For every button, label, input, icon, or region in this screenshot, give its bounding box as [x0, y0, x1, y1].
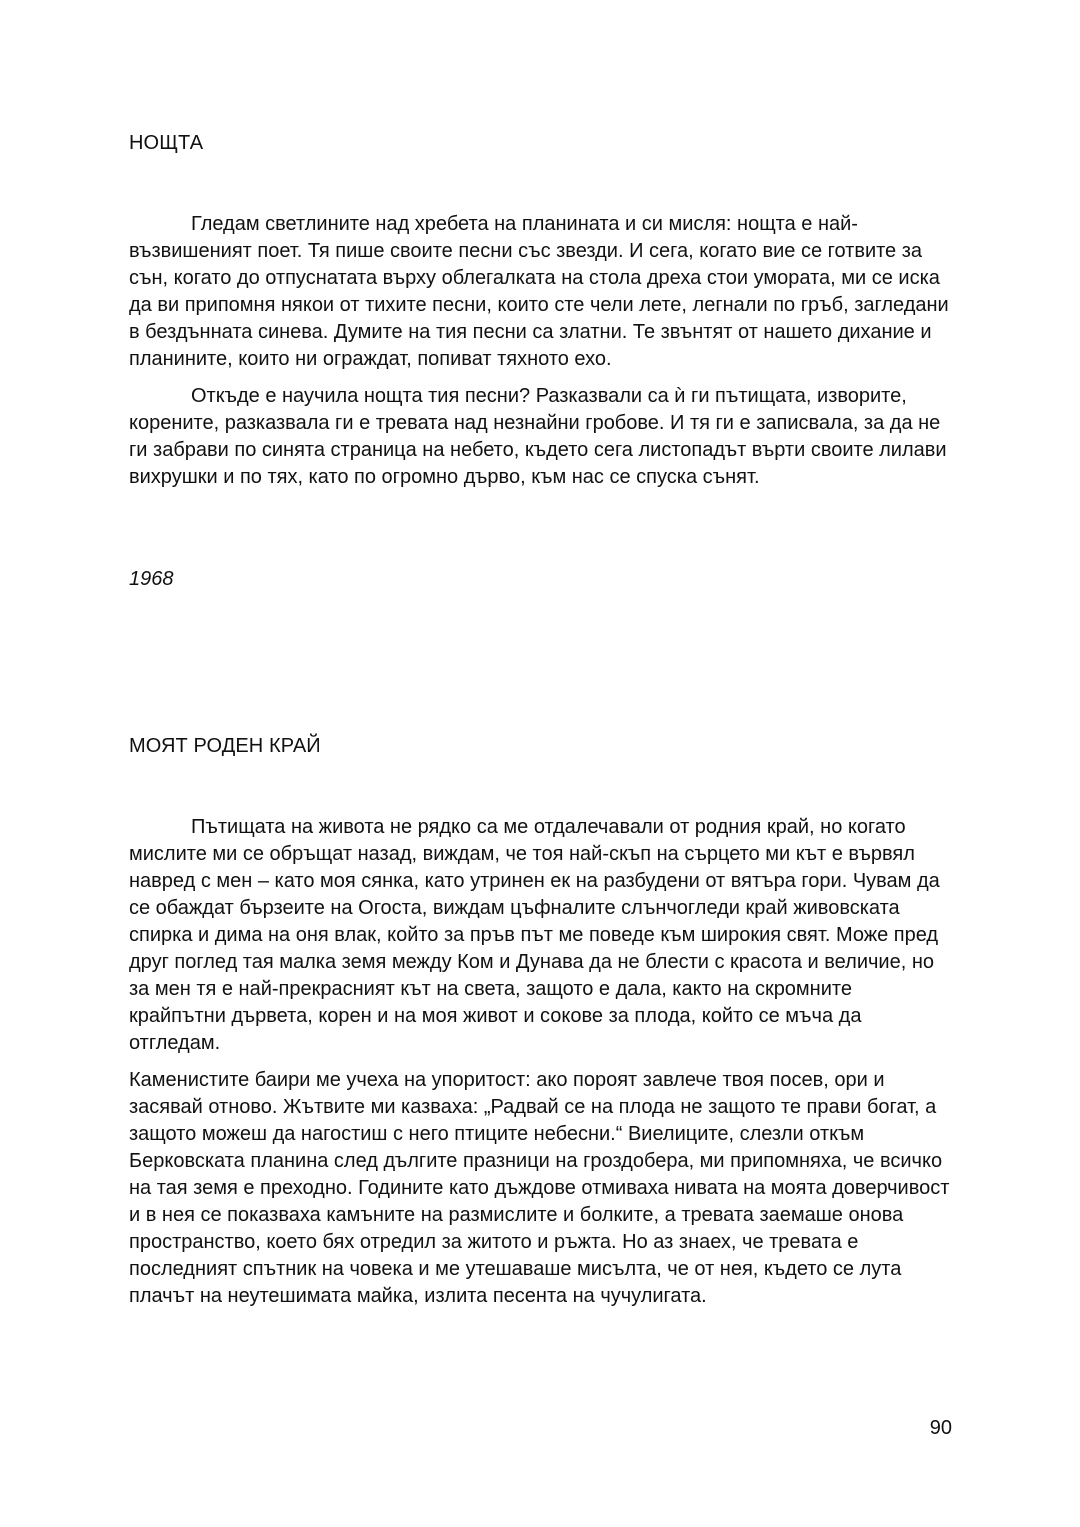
page-number: 90: [929, 1417, 952, 1439]
paragraph: Гледам светлините над хребета на планината и си мисля: нощта е най-възвишеният поет. Тя пише своите песни със звезди. И сега, когато вие се готвите за сън, когато до отпуснатата върху облегалката на стола дреха стои умората, ми се иска да ви припомня някои от тихите песни, които сте чели лете, легнали по гръб, загледани в бездънната синева. Думите на тия песни са златни. Те звънтят от нашето дихание и планините, които ни ограждат, попиват тяхното ехо.: [129, 213, 949, 370]
section-body-native-land: [129, 814, 954, 1310]
paragraph: Пътищата на живота не рядко са ме отдалечавали от родния край, но когато мислите ми се обръщат назад, виждам, че тоя най-скъп на сърцето ми кът е вървял навред с мен – като моя сянка, като утринен ек на разбудени от вятъра гори. Чувам да се обаждат бързеите на Огоста, виждам цъфналите слънчогледи край живовската спирка и дима на оня влак, който за пръв път ме поведе към широкия свят. Може пред друг поглед тая малка земя между Ком и Дунава да не блести с красота и величие, но за мен тя е най-прекрасният кът на света, защото е дала, както на скромните крайпътни дървета, корен и на моя живот и сокове за плода, който се мъча да отгледам.: [129, 816, 940, 1054]
year-label: 1968: [129, 568, 174, 590]
section-title-native-land: МОЯТ РОДЕН КРАЙ: [129, 735, 321, 757]
paragraph: Каменистите баири ме учеха на упоритост: ако пороят завлече твоя посев, ори и засявай отново. Жътвите ми казваха: „Радвай се на плода не защото те прави богат, а защото можеш да нагостиш с него птиците небесни.“ Виелиците, слезли откъм Берковската планина след дългите празници на гроздобера, ми припомняха, че всичко на тая земя е преходно. Годините като дъждове отмиваха нивата на моята доверчивост и в нея се показваха камъните на размислите и болките, а тревата заемаше онова пространство, което бях отредил за житото и ръжта. Но аз знаех, че тревата е последният спътник на човека и ме утешаваше мисълта, че от нея, където се лута плачът на неутешимата майка, излита песента на чучулигата.: [129, 1069, 950, 1307]
paragraph: Откъде е научила нощта тия песни? Разказвали са ѝ ги пътищата, изворите, корените, разказвала ги е тревата над незнайни гробове. И тя ги е записвала, за да не ги забрави по синята страница на небето, където сега листопадът върти своите лилави вихрушки и по тях, като по огромно дърво, към нас се спуска сънят.: [129, 385, 947, 488]
section-body-night: [129, 211, 954, 491]
section-title-night: НОЩТА: [129, 132, 204, 154]
